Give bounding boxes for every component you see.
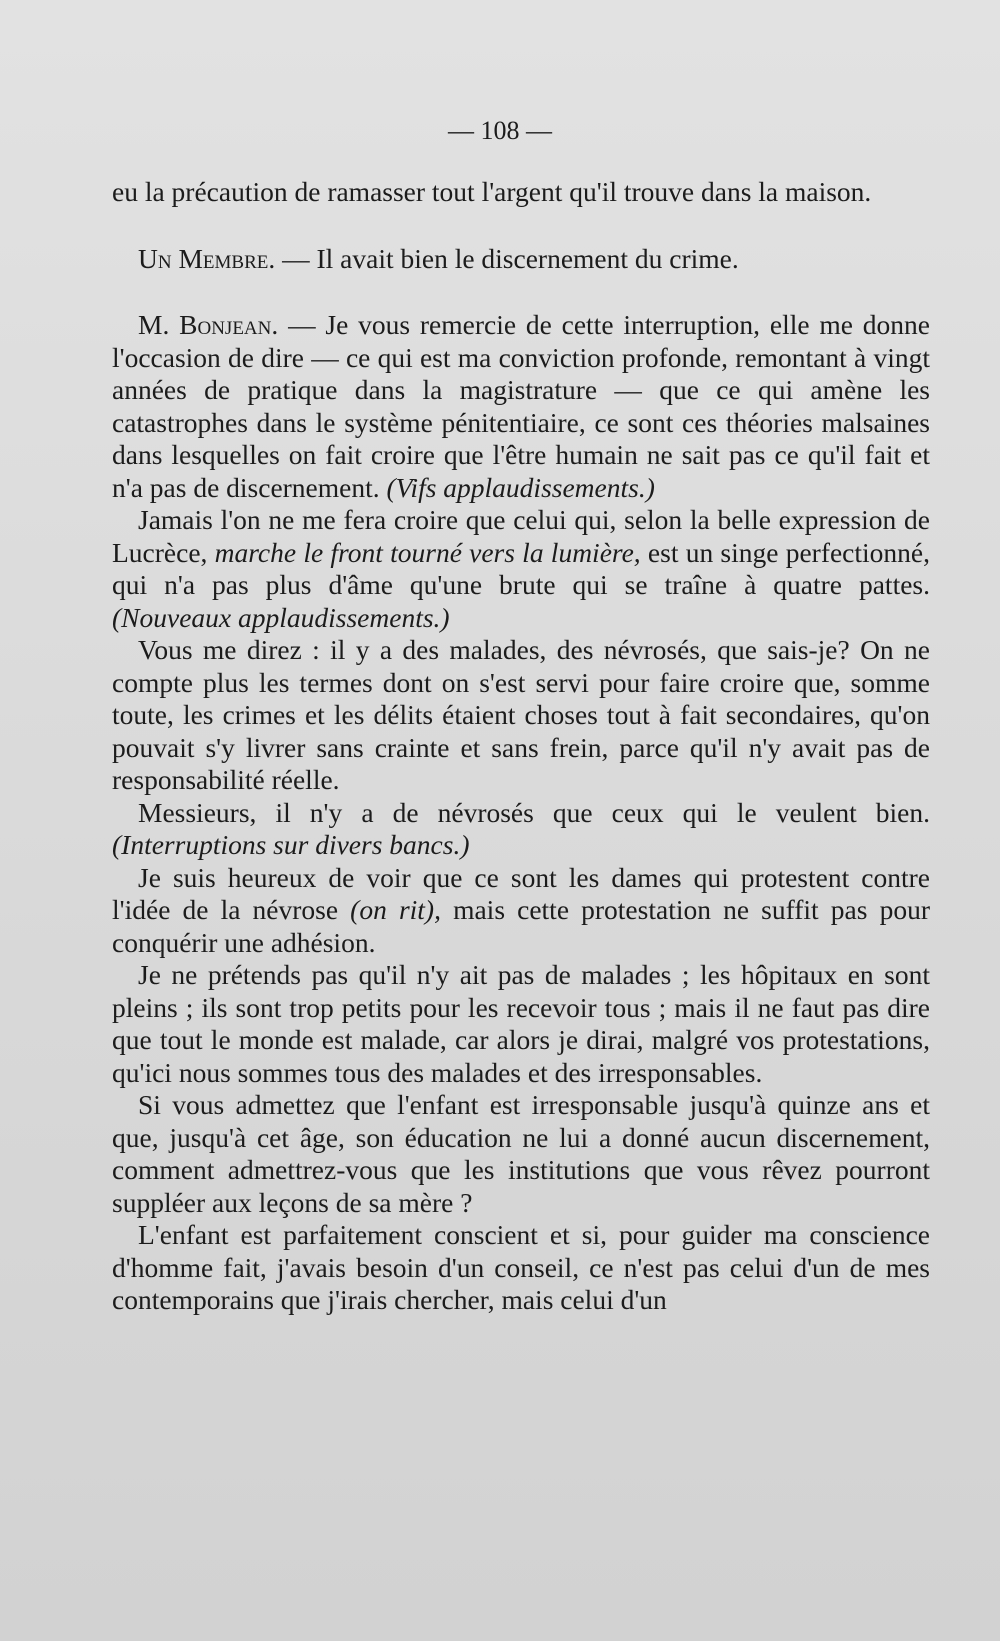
stage-direction: (Vifs applaudissements.)	[386, 471, 655, 503]
paragraph	[112, 504, 930, 634]
paragraph-text: eu la précaution de ramasser tout l'argent qu'il trouve dans la maison.	[112, 176, 872, 207]
paragraph-text: L'enfant est parfaitement conscient et si, pour guider ma conscience d'homme fait, j'avais besoin d'un conseil, ce n'est pas celui d'un de mes contemporains que j'irais chercher, mais celui d'un	[112, 1219, 930, 1315]
paragraph-text: mais cette protestation ne suffit pas pour conquérir une adhésion.	[112, 894, 930, 958]
body-text	[112, 176, 930, 1317]
stage-direction: (Nouveaux applaudissements.)	[112, 601, 450, 633]
paragraph-text: est un singe perfectionné, qui n'a pas plus d'âme qu'une brute qui se traîne à quatre pattes.	[112, 536, 930, 600]
paragraph	[112, 797, 930, 862]
speaker-name: M. Bonjean.	[138, 309, 279, 340]
paragraph	[112, 959, 930, 1089]
quotation: marche le front tourné vers la lumière,	[214, 536, 641, 568]
paragraph	[112, 1089, 930, 1219]
paragraph-continuation	[112, 176, 930, 209]
paragraph-text: Jamais l'on ne me fera croire que celui qui, selon la belle expression de Lucrèce,	[112, 504, 930, 568]
paragraph-gap	[112, 209, 930, 243]
paragraph-text: Je suis heureux de voir que ce sont les dames qui protestent contre l'idée de la névrose	[112, 861, 930, 925]
speaker-name: Un Membre.	[138, 242, 276, 274]
paragraph	[112, 634, 930, 797]
paragraph	[112, 1219, 930, 1317]
stage-direction: (Interruptions sur divers bancs.)	[112, 829, 470, 860]
paragraph-text: Vous me direz : il y a des malades, des névrosés, que sais-je? On ne compte plus les termes dont on s'est servi pour faire croire que, somme toute, les crimes et les délits étaient choses tout à fait secondaires, qu'on pouvait s'y livrer sans crainte et sans frein, parce qu'il n'y avait pas de responsabilité réelle.	[112, 634, 930, 795]
paragraph-text: — Il avait bien le discernement du crime.	[275, 242, 739, 274]
page-number: — 108 —	[448, 116, 552, 145]
paragraph-gap	[112, 275, 930, 309]
paragraph-speech	[112, 309, 930, 504]
paragraph-text: Je ne prétends pas qu'il n'y ait pas de malades ; les hôpitaux en sont pleins ; ils sont trop petits pour les recevoir tous ; mais il ne faut pas dire que tout le monde est malade, car alors je dirai, malgré vos protestations, qu'ici nous sommes tous des malades et des irresponsables.	[112, 959, 930, 1088]
paragraph-text: — Je vous remercie de cette interruption, elle me donne l'occasion de dire — ce qui est ma conviction profonde, remontant à vingt années de pratique dans la magistrature — que ce qui amène les catastrophes dans le système pénitentiaire, ce sont ces théories malsaines dans lesquelles on fait croire que l'être humain ne sait pas ce qu'il fait et n'a pas de discernement.	[112, 309, 930, 503]
stage-direction: (on rit),	[350, 894, 441, 925]
paragraph-text: Messieurs, il n'y a de névrosés que ceux qui le veulent bien.	[138, 796, 930, 828]
paragraph-interruption	[112, 243, 930, 276]
paragraph	[112, 862, 930, 960]
paragraph-text: Si vous admettez que l'enfant est irresponsable jusqu'à quinze ans et que, jusqu'à cet âge, son éducation ne lui a donné aucun discernement, comment admettrez-vous que les institutions que vous rêvez pourront suppléer aux leçons de sa mère ?	[112, 1089, 930, 1218]
